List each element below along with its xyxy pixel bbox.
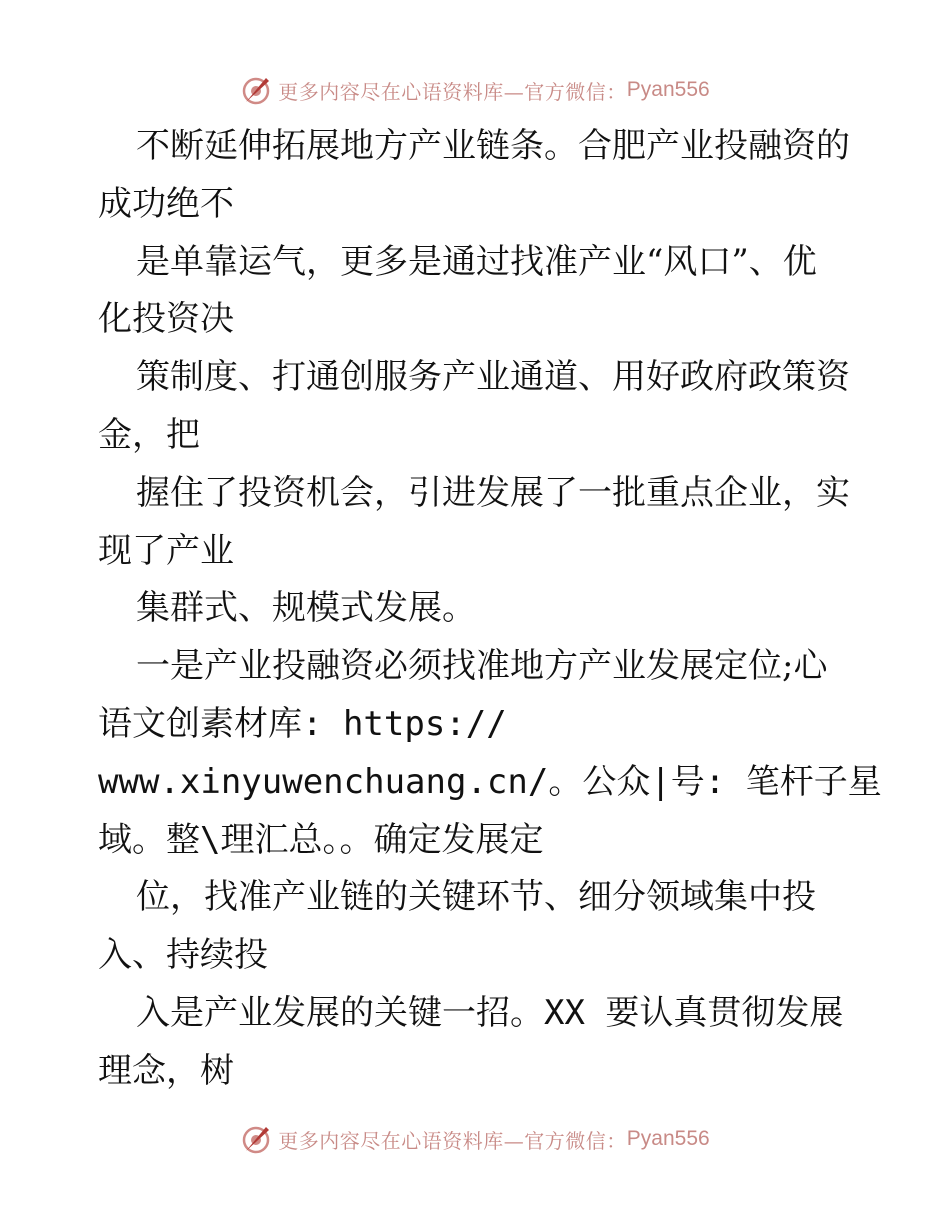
text-line: 位，找准产业链的关键环节、细分领域集中投 xyxy=(136,877,816,918)
text-line: 入、持续投 xyxy=(98,935,268,976)
quill-logo-icon xyxy=(240,74,272,106)
text-line: 握住了投资机会，引进发展了一批重点企业，实 xyxy=(136,472,850,513)
text-line: 是单靠运气，更多是通过找准产业“风口”、优 xyxy=(136,241,817,282)
text-line: 入是产业发展的关键一招。XX 要认真贯彻发展 xyxy=(136,992,844,1033)
watermark-handle: Pyan556 xyxy=(626,1127,710,1150)
document-body xyxy=(98,118,882,1101)
text-line: 现了产业 xyxy=(98,530,234,571)
footer-watermark xyxy=(0,1119,950,1159)
header-watermark xyxy=(0,70,950,110)
text-line: 金，把 xyxy=(98,414,200,455)
watermark-text: 更多内容尽在心语资料库—官方微信： xyxy=(278,79,627,104)
text-line: 不断延伸拓展地方产业链条。合肥产业投融资的 xyxy=(136,126,850,166)
text-line: 一是产业投融资必须找准地方产业发展定位;心 xyxy=(136,646,828,687)
watermark-handle: Pyan556 xyxy=(626,78,710,101)
text-line: 策制度、打通创服务产业通道、用好政府政策资 xyxy=(136,357,850,398)
text-line: 域。整\理汇总。。确定发展定 xyxy=(98,819,544,860)
text-line: 成功绝不 xyxy=(98,183,234,224)
text-line: 集群式、规模式发展。 xyxy=(136,588,476,629)
quill-logo-icon xyxy=(240,1123,272,1155)
text-line: www.xinyuwenchuang.cn/。公众|号: 笔杆子星 xyxy=(98,761,882,802)
text-line: 语文创素材库: https:// xyxy=(98,703,507,744)
watermark-text: 更多内容尽在心语资料库—官方微信： xyxy=(278,1128,627,1153)
text-line: 理念，树 xyxy=(98,1050,234,1091)
text-line: 化投资决 xyxy=(98,299,234,340)
